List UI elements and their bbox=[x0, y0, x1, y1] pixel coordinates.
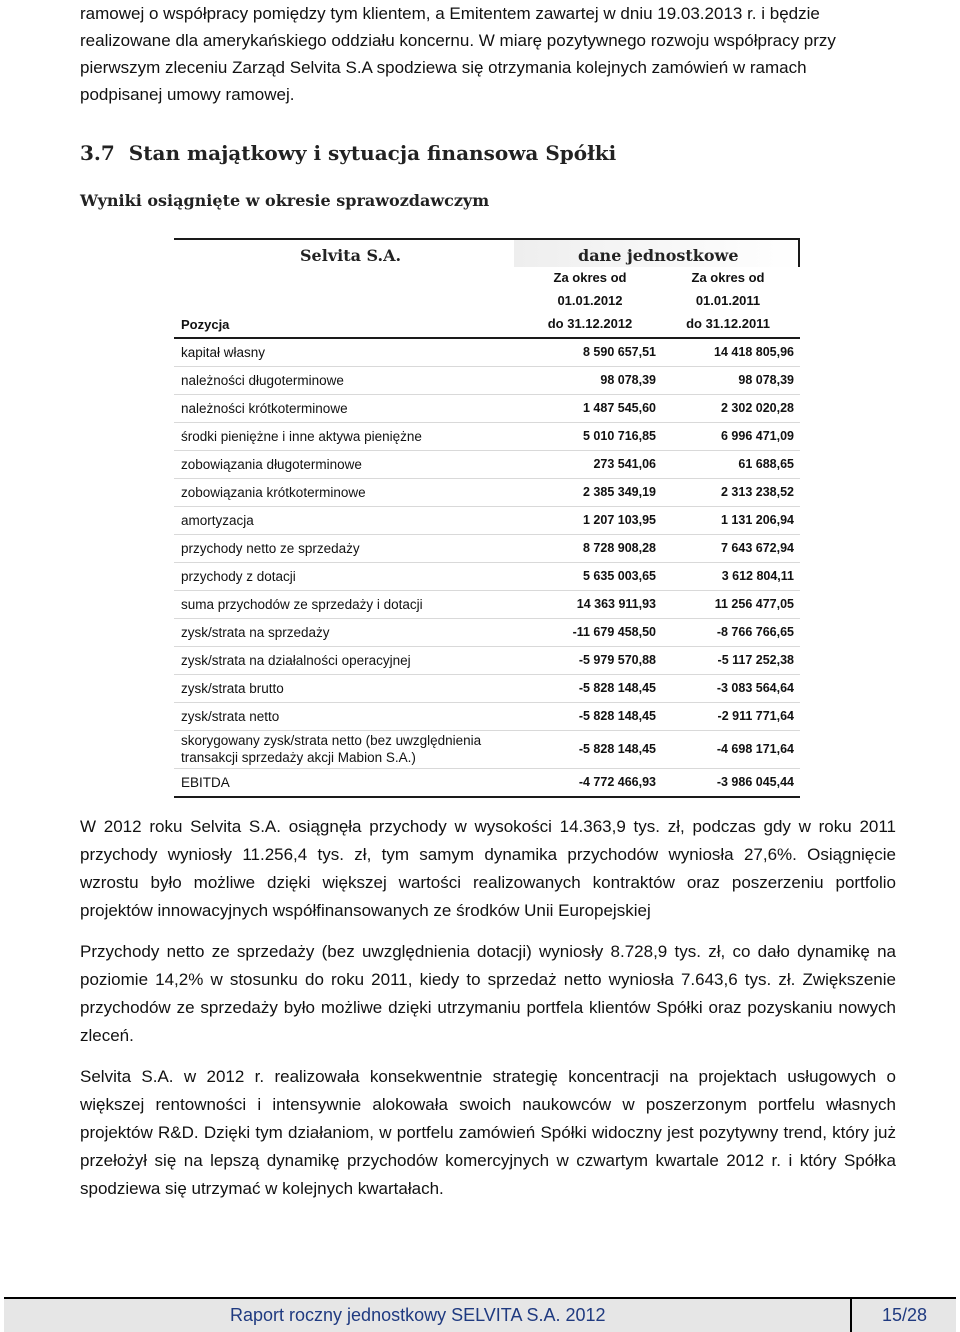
table-row bbox=[174, 563, 800, 591]
value-2011: 7 643 672,94 bbox=[721, 541, 794, 555]
body-text bbox=[80, 813, 896, 1216]
row-label: kapitał własny bbox=[181, 345, 266, 360]
paragraph: Przychody netto ze sprzedaży (bez uwzględnienia dotacji) wyniosły 8.728,9 tys. zł, co dało dynamikę na poziomie 14,2% w stosunku do roku 2011, kiedy to sprzedaż netto wyniosła 7.643,6 tys. zł. Zwiększenie przychodów ze sprzedaży było możliwe dzięki utrzymaniu portfela klientów Spółki oraz pozyskaniu nowych zleceń. bbox=[80, 942, 896, 1045]
table-row bbox=[174, 647, 800, 675]
value-2011: 1 131 206,94 bbox=[721, 513, 794, 527]
intro-line: realizowane dla amerykańskiego oddziału koncernu. W miarę pozytywnego rozwoju współpracy przy bbox=[80, 31, 836, 50]
section-number: 3.7 bbox=[80, 141, 115, 165]
value-2012: 5 010 716,85 bbox=[583, 429, 656, 443]
row-label: zysk/strata brutto bbox=[181, 681, 284, 696]
period-line: do 31.12.2011 bbox=[686, 316, 770, 331]
table-row bbox=[174, 507, 800, 535]
value-2011: 2 313 238,52 bbox=[721, 485, 794, 499]
table-row bbox=[174, 367, 800, 395]
intro-line: ramowej o współpracy pomiędzy tym klientem, a Emitentem zawartej w dniu 19.03.2013 r. i będzie bbox=[80, 4, 820, 23]
value-2012: -4 772 466,93 bbox=[578, 775, 656, 789]
value-2012: -5 979 570,88 bbox=[578, 653, 656, 667]
table-body bbox=[174, 339, 800, 798]
table-row bbox=[174, 395, 800, 423]
paragraph: W 2012 roku Selvita S.A. osiągnęła przychody w wysokości 14.363,9 tys. zł, podczas gdy w roku 2011 przychody wyniosły 11.256,4 tys. zł, tym samym dynamika przychodów wyniosła 27,6%. Osiągnięcie wzrostu było możliwe dzięki większej wartości realizowanych kontraktów oraz poszerzeniu portfolio projektów innowacyjnych współfinansowanych ze środków Unii Europejskiej bbox=[80, 817, 896, 920]
section-title: Stan majątkowy i sytuacja finansowa Spółki bbox=[128, 141, 617, 165]
table-row bbox=[174, 339, 800, 367]
value-2011: -2 911 771,64 bbox=[717, 709, 794, 723]
value-2011: 3 612 804,11 bbox=[721, 569, 794, 583]
table-row bbox=[174, 675, 800, 703]
row-label: zysk/strata na sprzedaży bbox=[181, 625, 330, 640]
footer-title: Raport roczny jednostkowy SELVITA S.A. 2012 bbox=[230, 1305, 606, 1325]
section-subtitle: Wyniki osiągnięte w okresie sprawozdawczym bbox=[80, 191, 490, 210]
value-2011: -3 986 045,44 bbox=[716, 775, 794, 789]
table-row bbox=[174, 451, 800, 479]
value-2011: 98 078,39 bbox=[738, 373, 794, 387]
row-label: zysk/strata na działalności operacyjnej bbox=[181, 653, 411, 668]
value-2012: -11 679 458,50 bbox=[572, 625, 656, 639]
value-2011: -5 117 252,38 bbox=[717, 653, 794, 667]
period-header-2011 bbox=[658, 266, 798, 335]
period-line: 01.01.2012 bbox=[557, 293, 623, 308]
value-2011: 11 256 477,05 bbox=[714, 597, 794, 611]
period-line: Za okres od bbox=[553, 270, 627, 285]
page-footer bbox=[4, 1297, 956, 1332]
row-label: należności krótkoterminowe bbox=[181, 401, 348, 416]
row-label: należności długoterminowe bbox=[181, 373, 344, 388]
value-2012: -5 828 148,45 bbox=[578, 742, 656, 756]
paragraph: Selvita S.A. w 2012 r. realizowała konsekwentnie strategię koncentracji na projektach usługowych o większej rentowności i intensywnie alokowała swoich naukowców w poszerzonym portfelu własnych projektów R&D. Dzięki tym działaniom, w portfelu zamówień Spółki widoczny jest pozytywny trend, który już przełożył się na lepszą dynamikę przychodów komercyjnych w czwartym kwartale 2012 r. i który Spółka spodziewa się utrzymać w kolejnych kwartałach. bbox=[80, 1067, 896, 1198]
row-label: skorygowany zysk/strata netto (bez uwzględnienia transakcji sprzedaży akcji Mabion S.A.) bbox=[181, 733, 482, 765]
table-row bbox=[174, 703, 800, 731]
row-label: zysk/strata netto bbox=[181, 709, 280, 724]
value-2012: 2 385 349,19 bbox=[583, 485, 656, 499]
intro-text bbox=[80, 0, 896, 108]
period-line: 01.01.2011 bbox=[695, 293, 761, 308]
value-2011: 14 418 805,96 bbox=[714, 345, 794, 359]
value-2011: 2 302 020,28 bbox=[721, 401, 794, 415]
value-2012: -5 828 148,45 bbox=[578, 681, 656, 695]
value-2011: -4 698 171,64 bbox=[716, 742, 794, 756]
table-row bbox=[174, 535, 800, 563]
table-company: Selvita S.A. bbox=[300, 246, 402, 265]
value-2012: 8 728 908,28 bbox=[583, 541, 656, 555]
row-label: zobowiązania długoterminowe bbox=[181, 457, 362, 472]
row-label: środki pieniężne i inne aktywa pieniężne bbox=[181, 429, 422, 444]
value-2012: 14 363 911,93 bbox=[576, 597, 656, 611]
value-2011: -8 766 766,65 bbox=[716, 625, 794, 639]
table-data-type: dane jednostkowe bbox=[578, 246, 739, 265]
value-2012: -5 828 148,45 bbox=[578, 709, 656, 723]
section-heading bbox=[80, 141, 616, 165]
period-header-2012 bbox=[520, 266, 660, 335]
intro-line: pierwszym zleceniu Zarząd Selvita S.A spodziewa się otrzymania kolejnych zamówień w ramach bbox=[80, 58, 807, 77]
intro-line: podpisanej umowy ramowej. bbox=[80, 85, 295, 104]
value-2012: 1 487 545,60 bbox=[583, 401, 656, 415]
table-row bbox=[174, 479, 800, 507]
value-2011: 61 688,65 bbox=[738, 457, 794, 471]
value-2011: -3 083 564,64 bbox=[716, 681, 794, 695]
position-column-header: Pozycja bbox=[181, 317, 230, 332]
footer-divider bbox=[850, 1299, 852, 1332]
page-number: 15/28 bbox=[882, 1305, 928, 1325]
table-row bbox=[174, 423, 800, 451]
row-label: EBITDA bbox=[181, 775, 230, 790]
row-label: przychody netto ze sprzedaży bbox=[181, 541, 360, 556]
period-line: do 31.12.2012 bbox=[547, 316, 633, 331]
row-label: amortyzacja bbox=[181, 513, 254, 528]
row-label: suma przychodów ze sprzedaży i dotacji bbox=[181, 597, 423, 612]
table-row bbox=[174, 731, 800, 769]
row-label: zobowiązania krótkoterminowe bbox=[181, 485, 366, 500]
period-line: Za okres od bbox=[691, 270, 765, 285]
value-2012: 5 635 003,65 bbox=[583, 569, 656, 583]
value-2012: 98 078,39 bbox=[600, 373, 656, 387]
row-label: przychody z dotacji bbox=[181, 569, 296, 584]
table-row bbox=[174, 769, 800, 798]
value-2012: 8 590 657,51 bbox=[583, 345, 656, 359]
value-2012: 1 207 103,95 bbox=[583, 513, 656, 527]
table-row bbox=[174, 591, 800, 619]
table-row bbox=[174, 619, 800, 647]
value-2011: 6 996 471,09 bbox=[721, 429, 794, 443]
value-2012: 273 541,06 bbox=[593, 457, 656, 471]
